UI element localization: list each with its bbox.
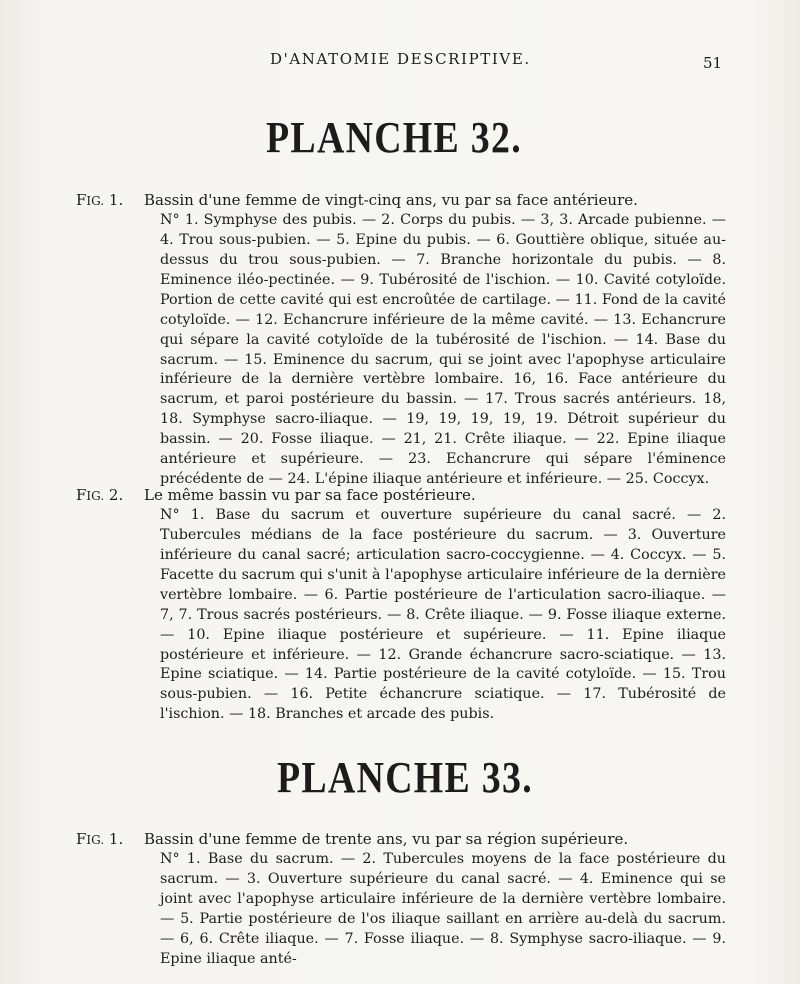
legend-text: N° 1. Base du sacrum. — 2. Tubercules moyens de la face postérieure du sacrum. — 3. Ouverture supérieure du canal sacré. — 4. Eminence qui se joint avec l'apophyse articulaire inférieure de la dernière vertèbre lombaire. — 5. Partie postérieure de l'os iliaque saillant en arrière au-delà du sacrum. — 6, 6. Crête iliaque. — 7. Fosse iliaque. — 8. Symphyse sacro-iliaque. — 9. Epine iliaque anté- <box>160 851 726 967</box>
running-title: D'ANATOMIE DESCRIPTIVE. <box>270 50 531 68</box>
figure-caption: Le même bassin vu par sa face postérieure. <box>144 486 476 504</box>
figure-legend <box>126 850 726 969</box>
figure-label: FIG. 2. <box>76 486 124 504</box>
figure-legend <box>126 506 726 725</box>
page-header <box>0 50 800 74</box>
figure-caption: Bassin d'une femme de trente ans, vu par sa région supérieure. <box>144 830 629 848</box>
figure-heading <box>76 191 726 211</box>
plate-title-33: PLANCHE 33. <box>277 753 533 802</box>
figure-heading <box>76 486 726 506</box>
legend-text: N° 1. Symphyse des pubis. — 2. Corps du pubis. — 3, 3. Arcade pubienne. — 4. Trou sous-pubien. — 5. Epine du pubis. — 6. Gouttière oblique, située au-dessus du trou sous-pubien. — 7. Branche horizontale du pubis. — 8. Eminence iléo-pectinée. — 9. Tubérosité de l'ischion. — 10. Cavité cotyloïde. Portion de cette cavité qui est encroûtée de cartilage. — 11. Fond de la cavité cotyloïde. — 12. Echancrure inférieure de la même cavité. — 13. Echancrure qui sépare la cavité cotyloïde de la tubérosité de l'ischion. — 14. Base du sacrum. — 15. Eminence du sacrum, qui se joint avec l'apophyse articulaire inférieure de la dernière vertèbre lombaire. 16, 16. Face antérieure du sacrum, et paroi postérieure du bassin. — 17. Trous sacrés antérieurs. 18, 18. Symphyse sacro-iliaque. — 19, 19, 19, 19, 19. Détroit supérieur du bassin. — 20. Fosse iliaque. — 21, 21. Crête iliaque. — 22. Epine iliaque antérieure et supérieure. — 23. Echancrure qui sépare l'éminence précédente de — 24. L'épine iliaque antérieure et inférieure. — 25. Coccyx. <box>160 212 726 487</box>
plate-title-32: PLANCHE 32. <box>266 113 522 162</box>
plate-33-figure-1 <box>76 830 726 970</box>
plate-32-figure-1 <box>76 191 726 490</box>
figure-caption: Bassin d'une femme de vingt-cinq ans, vu par sa face antérieure. <box>144 191 638 209</box>
figure-label: FIG. 1. <box>76 191 124 209</box>
figure-label: FIG. 1. <box>76 830 124 848</box>
plate-32-figure-2 <box>76 486 726 725</box>
figure-legend <box>126 211 726 490</box>
page-number: 51 <box>703 54 723 72</box>
legend-text: N° 1. Base du sacrum et ouverture supérieure du canal sacré. — 2. Tubercules médians de la face postérieure du sacrum. — 3. Ouverture inférieure du canal sacré; articulation sacro-coccygienne. — 4. Coccyx. — 5. Facette du sacrum qui s'unit à l'apophyse articulaire inférieure de la dernière vertèbre lombaire. — 6. Partie postérieure de l'articulation sacro-iliaque. — 7, 7. Trous sacrés postérieurs. — 8. Crête iliaque. — 9. Fosse iliaque externe. — 10. Epine iliaque postérieure et supérieure. — 11. Epine iliaque postérieure et inférieure. — 12. Grande échancrure sacro-sciatique. — 13. Epine sciatique. — 14. Partie postérieure de la cavité cotyloïde. — 15. Trou sous-pubien. — 16. Petite échancrure sciatique. — 17. Tubérosité de l'ischion. — 18. Branches et arcade des pubis. <box>160 507 726 723</box>
figure-heading <box>76 830 726 850</box>
